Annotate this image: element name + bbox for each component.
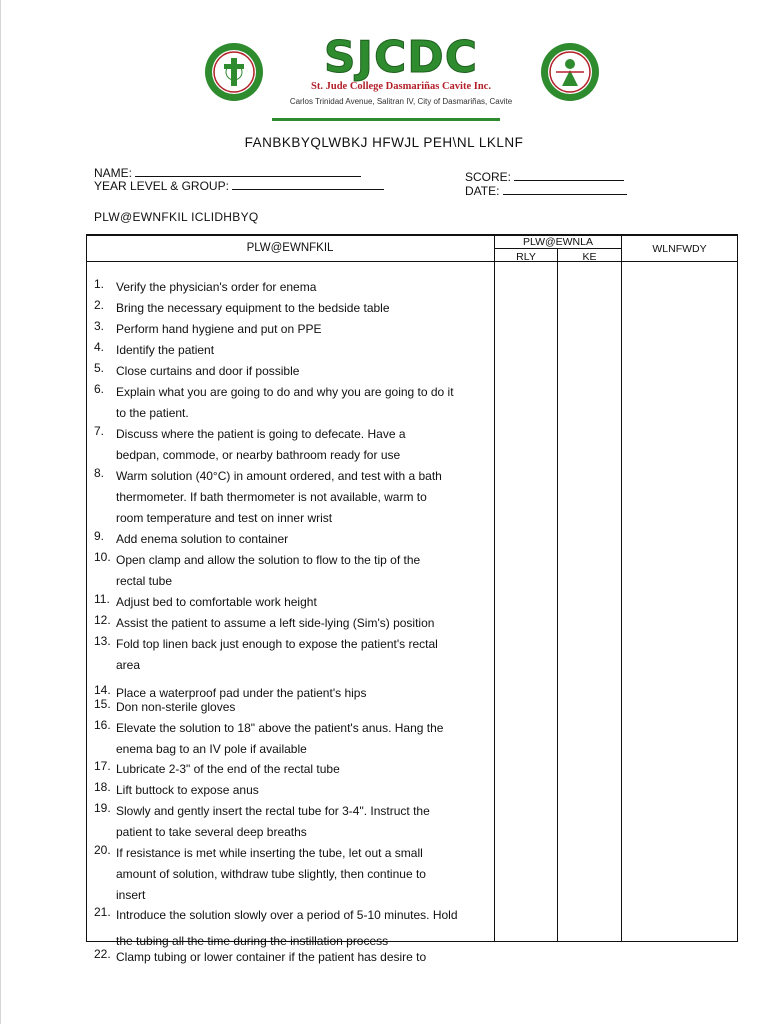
step-number: 20. [94,843,111,857]
step-number: 21. [94,905,111,919]
step-text: Verify the physician's order for enema [116,280,317,294]
table-right-border [737,234,738,942]
step-number: 12. [94,613,111,627]
rating-subheader-a: RLY [516,251,536,263]
name-field[interactable] [94,166,361,180]
step-text: Don non-sterile gloves [116,700,236,714]
school-seal-right-icon [540,42,600,102]
step-number: 7. [94,424,105,438]
rating-header: PLW@EWNLA [523,236,593,248]
step-text: Identify the patient [116,343,215,357]
step-text: Bring the necessary equipment to the bedside table [116,301,390,315]
step-text: room temperature and test on inner wrist [116,511,333,525]
step-number: 15. [94,697,111,711]
year-group-label: YEAR LEVEL & GROUP: [94,179,229,193]
step-text: Explain what you are going to do and why you are going to do it [116,385,454,399]
step-text: amount of solution, withdraw tube slightly, then continue to [116,867,426,881]
step-text: area [116,658,141,672]
step-text: Slowly and gently insert the rectal tube for 3-4". Instruct the [116,804,430,818]
step-number: 6. [94,382,105,396]
step-text: Fold top linen back just enough to expose the patient's rectal [116,637,438,651]
step-text: Elevate the solution to 18" above the patient's anus. Hang the [116,721,444,735]
date-field[interactable] [465,184,627,198]
step-text: Assist the patient to assume a left side-lying (Sim's) position [116,616,435,630]
step-text: bedpan, commode, or nearby bathroom ready for use [116,448,401,462]
school-full-name: St. Jude College Dasmariñas Cavite Inc. [311,81,491,92]
step-number: 22. [94,947,111,961]
step-number: 4. [94,340,105,354]
step-text: Close curtains and door if possible [116,364,300,378]
step-text: insert [116,888,146,902]
step-number: 1. [94,277,105,291]
section-label: PLW@EWNFKIL ICLIDHBYQ [94,210,259,224]
brand-block [270,32,532,112]
school-logo [200,32,605,112]
rating-subheader-b: KE [582,251,597,263]
step-number: 2. [94,298,105,312]
year-group-blank[interactable] [232,179,384,190]
step-number: 17. [94,759,111,773]
date-label: DATE: [465,184,500,198]
step-number: 13. [94,634,111,648]
score-field[interactable] [465,170,624,184]
score-blank[interactable] [514,170,624,181]
rating-subheader-border [495,248,622,249]
school-short-name: SJCDC [323,32,479,83]
step-text: to the patient. [116,406,189,420]
step-number: 14. [94,683,111,697]
table-header-bottom-border [86,261,738,262]
rating-mid-border [557,248,558,942]
step-text: Warm solution (40°C) in amount ordered, and test with a bath [116,469,442,483]
step-number: 8. [94,466,105,480]
step-number: 10. [94,550,111,564]
step-text: Open clamp and allow the solution to flow to the tip of the [116,553,421,567]
procedure-column-border [494,234,495,942]
table-top-border [86,234,738,236]
step-text: enema bag to an IV pole if available [116,742,307,756]
remarks-column-border [621,234,622,942]
school-seal-left-icon [204,42,264,102]
remarks-header: WLNFWDY [652,243,707,255]
step-text: If resistance is met while inserting the tube, let out a small [116,846,423,860]
step-text: Perform hand hygiene and put on PPE [116,322,322,336]
year-group-field[interactable] [94,179,384,193]
table-left-border [86,234,87,942]
step-text: rectal tube [116,574,173,588]
step-number: 5. [94,361,105,375]
name-label: NAME: [94,166,133,180]
step-number: 3. [94,319,105,333]
step-text: Introduce the solution slowly over a period of 5-10 minutes. Hold [116,908,458,922]
step-number: 11. [94,592,110,606]
step-number: 19. [94,801,111,815]
step-text: Discuss where the patient is going to defecate. Have a [116,427,406,441]
page-edge [0,0,1,1024]
step-text: Adjust bed to comfortable work height [116,595,317,609]
date-blank[interactable] [503,184,627,195]
score-label: SCORE: [465,170,512,184]
document-title: FANBKBYQLWBKJ HFWJL PEH\NL LKLNF [244,135,524,150]
step-text: the tubing all the time during the instillation process [116,934,389,948]
step-number: 18. [94,780,111,794]
step-number: 16. [94,718,111,732]
step-text: Place a waterproof pad under the patient's hips [116,686,367,700]
step-text: Lubricate 2-3" of the end of the rectal tube [116,762,340,776]
procedure-header: PLW@EWNFKIL [246,242,334,254]
step-text: Lift buttock to expose anus [116,783,259,797]
step-text: Add enema solution to container [116,532,289,546]
school-address: Carlos Trinidad Avenue, Salitran IV, City of Dasmariñas, Cavite [289,97,513,106]
step-text: patient to take several deep breaths [116,825,307,839]
step-text: thermometer. If bath thermometer is not available, warm to [116,490,427,504]
step-number: 9. [94,529,105,543]
header-underline [272,118,500,121]
step-text: Clamp tubing or lower container if the patient has desire to [116,950,427,964]
name-blank[interactable] [135,166,361,177]
